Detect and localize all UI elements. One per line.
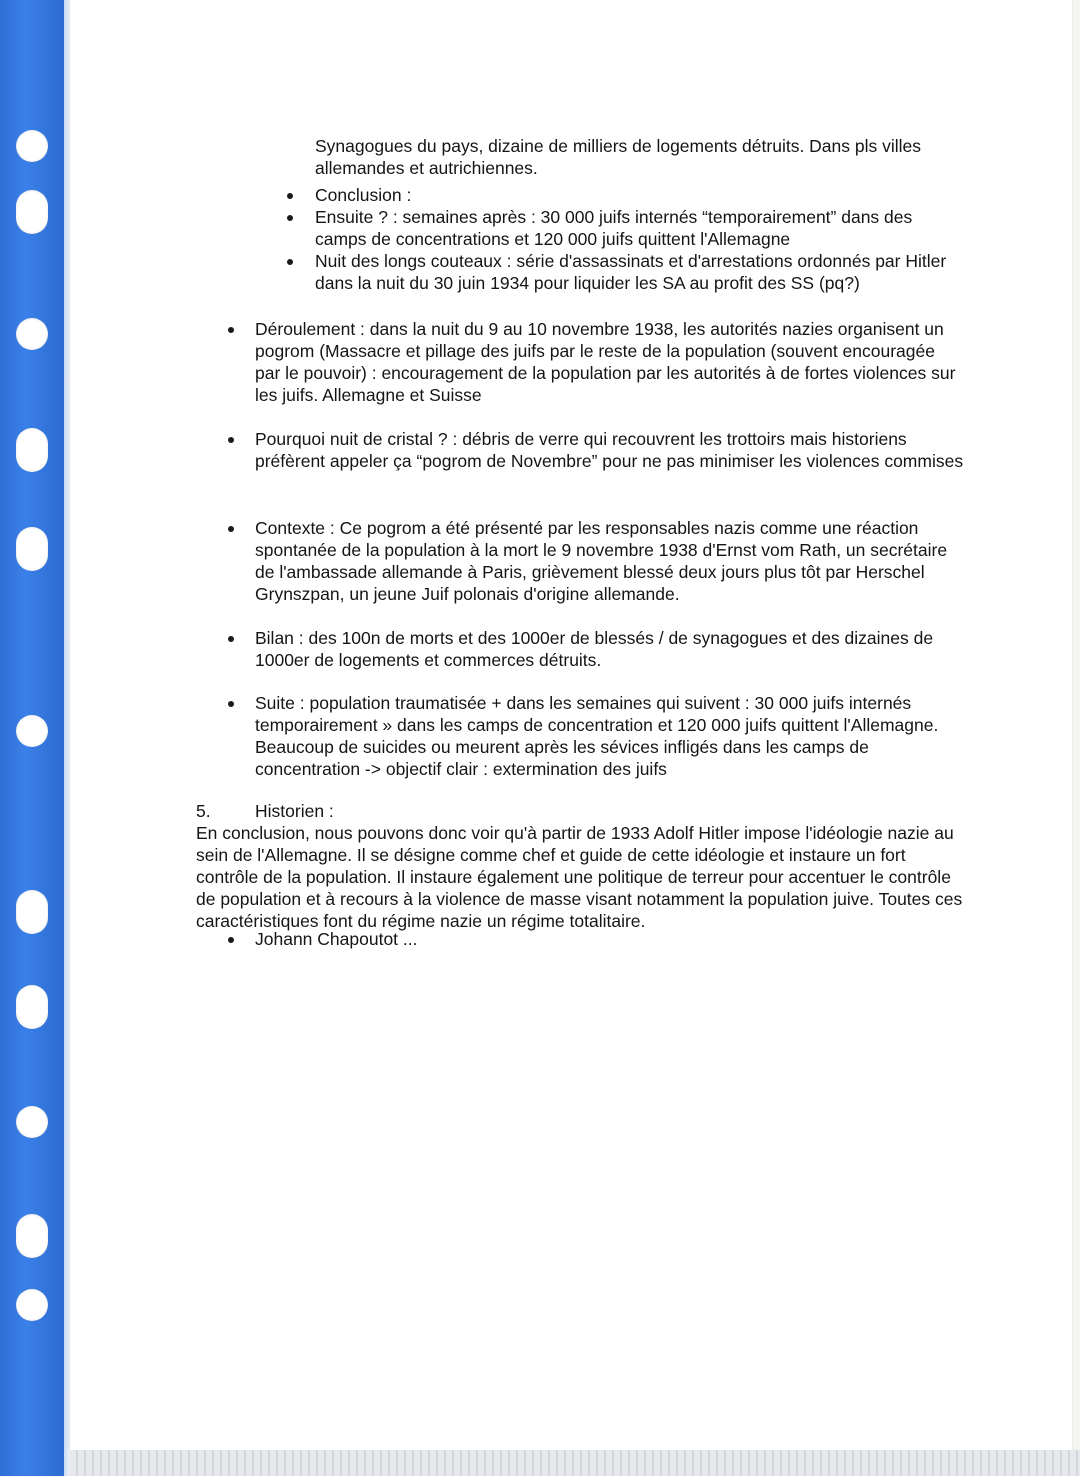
punch-hole xyxy=(16,890,48,934)
bullet-dot xyxy=(228,701,234,707)
item-suite: Suite : population traumatisée + dans les semaines qui suivent : 30 000 juifs internés temporairement » dans les camps de concentration et 120 000 juifs quittent l'Allemagne. Beaucoup de suicides ou meurent après les sévices infligés dans les camps de concentration -> objectif clair : extermination des juifs xyxy=(255,693,939,779)
punch-hole xyxy=(16,1106,48,1138)
bullet-dot xyxy=(228,327,234,333)
continuation-text: Synagogues du pays, dizaine de milliers de logements détruits. Dans pls villes allemandes et autrichiennes. xyxy=(315,136,922,178)
item-bilan: Bilan : des 100n de morts et des 1000er de blessés / de synagogues et des dizaines de 1000er de logements et commerces détruits. xyxy=(255,628,934,670)
punch-hole xyxy=(16,527,48,571)
conclusion-paragraph: En conclusion, nous pouvons donc voir qu'à partir de 1933 Adolf Hitler impose l'idéologie nazie au sein de l'Allemagne. Il se désigne comme chef et guide de cette idéologie et instaure un fort contrôle de la population. Il instaure également une politique de terreur pour accentuer le contrôle de population et à recours à la violence de masse visant notamment la population juive. Toutes ces caractéristiques font du régime nazie un régime totalitaire. xyxy=(196,823,963,931)
sheet-protector-bottom xyxy=(70,1450,1080,1476)
item-deroulement: Déroulement : dans la nuit du 9 au 10 novembre 1938, les autorités nazies organisent un pogrom (Massacre et pillage des juifs par le reste de la population (souvent encouragée par le pouvoir) : encouragement de la population par les autorités à de fortes violences sur les juifs. Allemagne et Suisse xyxy=(255,319,956,405)
punch-hole xyxy=(16,1214,48,1258)
sub-item-ensuite: Ensuite ? : semaines après : 30 000 juifs internés “temporairement” dans des camps de concentrations et 120 000 juifs quittent l'Allemagne xyxy=(315,207,913,249)
punch-hole xyxy=(16,190,48,234)
section-number: 5. xyxy=(196,801,211,821)
bullet-dot xyxy=(228,437,234,443)
bullet-dot xyxy=(228,937,234,943)
bullet-dot xyxy=(287,259,293,265)
bullet-dot xyxy=(228,636,234,642)
item-chapoutot: Johann Chapoutot ... xyxy=(255,929,418,949)
punch-hole xyxy=(16,1289,48,1321)
bullet-dot xyxy=(287,193,293,199)
bullet-dot xyxy=(228,526,234,532)
punch-hole xyxy=(16,985,48,1029)
sub-item-conclusion: Conclusion : xyxy=(315,185,412,205)
punch-hole xyxy=(16,130,48,162)
bullet-dot xyxy=(287,215,293,221)
punch-hole xyxy=(16,715,48,747)
sub-item-nuit-longs-couteaux: Nuit des longs couteaux : série d'assassinats et d'arrestations ordonnés par Hitler dans la nuit du 30 juin 1934 pour liquider les SA au profit des SS (pq?) xyxy=(315,251,947,293)
punch-hole xyxy=(16,318,48,350)
punch-hole xyxy=(16,428,48,472)
item-pourquoi: Pourquoi nuit de cristal ? : débris de verre qui recouvrent les trottoirs mais historiens préfèrent appeler ça “pogrom de Novembre” pour ne pas minimiser les violences commises xyxy=(255,429,964,471)
item-contexte: Contexte : Ce pogrom a été présenté par les responsables nazis comme une réaction spontanée de la population à la mort le 9 novembre 1938 d'Ernst vom Rath, un secrétaire de l'ambassade allemande à Paris, grièvement blessé deux jours plus tôt par Herschel Grynszpan, un jeune Juif polonais d'origine allemande. xyxy=(255,518,948,604)
section-title: Historien : xyxy=(255,801,334,821)
